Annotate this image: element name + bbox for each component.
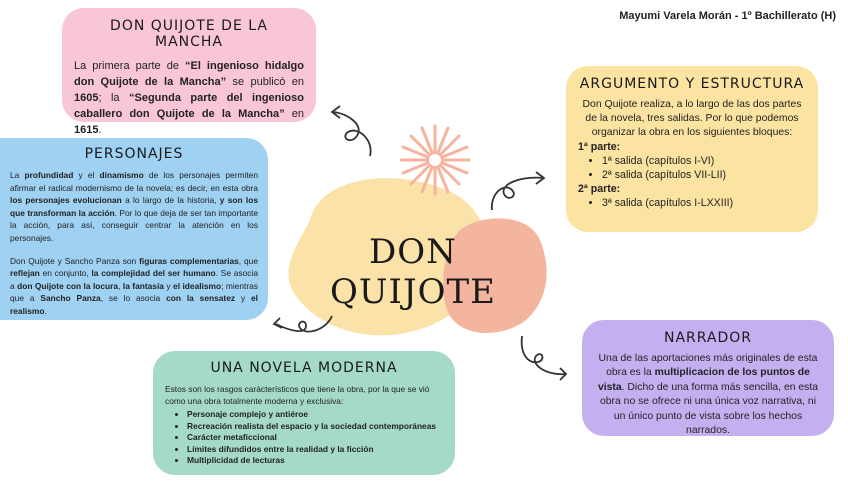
personajes-paragraph-2 xyxy=(10,255,258,318)
don-quijote-text xyxy=(74,58,304,138)
bold-text: multiplicacion de los puntos de vista xyxy=(597,367,810,393)
list-item: • Carácter metaficcional xyxy=(187,432,443,444)
bold-text: el idealismo xyxy=(173,280,222,291)
text: Don Quijote y Sancho Panza son xyxy=(10,255,140,266)
text: en conjunto, xyxy=(39,268,92,279)
author-credit: Mayumi Varela Morán - 1º Bachillerato (H) xyxy=(619,10,836,22)
part-2-label: 2ª parte: xyxy=(578,183,621,195)
text: . xyxy=(44,305,47,316)
center-title xyxy=(318,232,508,312)
bold-text: don Quijote con la locura xyxy=(17,280,119,291)
argumento-intro: Don Quijote realiza, a lo largo de las dos partes de la novela, tres salidas. Por lo que podemos organizar la obra en los siguientes bloques: xyxy=(582,99,802,138)
bold-text: con la sensatez xyxy=(166,293,236,304)
text: La xyxy=(10,170,25,180)
card-narrador xyxy=(582,320,834,436)
center-title-line1: DON xyxy=(369,232,457,272)
novela-intro: Estos son los rasgos carácterísticos que tiene la obra, por la que se vió como una obra totalmente moderna y exclusiva: xyxy=(165,384,430,406)
bold-text: reflejan xyxy=(10,268,40,279)
text: ; la xyxy=(98,92,129,104)
part-2-list xyxy=(578,196,806,210)
card-title-narrador: NARRADOR xyxy=(663,330,753,346)
book-title-2: “Segunda parte del ingenioso caballero don Quijote de la Mancha” xyxy=(74,92,304,120)
part-1-label: 1ª parte: xyxy=(578,141,621,153)
list-item: • Multiplicidad de lecturas xyxy=(187,455,443,467)
list-item: • 1ª salida (capítulos I-VI) xyxy=(602,154,806,168)
card-title-personajes: PERSONAJES xyxy=(84,146,184,162)
year-1: 1605 xyxy=(74,92,99,104)
text: . Dicho de una forma más sencilla, en esta obra no se ofrece ni una única voz narrativa, ni un único punto de vista sobre los hechos narrados. xyxy=(599,381,819,437)
bold-text: los personajes evolucionan xyxy=(10,195,122,206)
text: , xyxy=(118,280,123,291)
sun-icon xyxy=(395,120,475,200)
text: , se lo asocia xyxy=(100,293,167,304)
text: de los personajes permiten afirmar el radical modernismo de la novela; es decir, en esta obra xyxy=(10,170,258,193)
bold-text: la complejidad del ser humano xyxy=(91,268,216,279)
list-item: • Límites difundidos entre la realidad y la ficción xyxy=(187,444,443,456)
arrow-to-don-quijote-icon xyxy=(318,100,388,160)
bold-text: Sancho Panza xyxy=(40,293,101,304)
list-item: • Recreación realista del espacio y la sociedad contemporáneas xyxy=(187,421,443,433)
card-novela-moderna xyxy=(153,351,455,475)
bold-text: y son los que transforman la acción xyxy=(10,195,259,218)
arrow-to-narrador-icon xyxy=(516,332,574,386)
text: en xyxy=(284,108,305,120)
list-item: • 2ª salida (capítulos VII-LII) xyxy=(602,168,806,182)
card-title-don-quijote: DON QUIJOTE DE LA MANCHA xyxy=(110,18,268,50)
card-title-novela: UNA NOVELA MODERNA xyxy=(210,360,398,376)
text: y xyxy=(235,293,251,304)
bold-text: dinamismo xyxy=(99,170,144,180)
list-item: • Personaje complejo y antiéroe xyxy=(187,409,443,421)
text: se publicó en xyxy=(226,76,304,88)
text: a lo largo de la historia, xyxy=(121,195,220,206)
text: y el xyxy=(73,170,100,180)
text: ; mientras que a xyxy=(10,280,258,304)
center-title-line2: QUIJOTE xyxy=(330,272,496,312)
text: . Por lo que deja de ser tan importante la acción, para así, conseguir centrar la atención en los personajes. xyxy=(10,207,259,243)
arrow-to-argumento-icon xyxy=(484,164,554,214)
novela-list xyxy=(165,409,443,467)
text: y xyxy=(163,280,174,291)
arrow-to-novela-icon xyxy=(216,322,236,342)
card-don-quijote xyxy=(62,8,316,136)
narrador-text xyxy=(594,352,822,438)
text: . Se asocia a xyxy=(10,268,259,291)
text: . xyxy=(98,124,102,136)
bold-text: la fantasía xyxy=(122,280,164,291)
part-1-list xyxy=(578,154,806,182)
book-title-1: “El ingenioso hidalgo don Quijote de la Mancha” xyxy=(74,60,304,88)
year-2: 1615 xyxy=(74,124,99,136)
card-personajes xyxy=(0,138,268,320)
list-item: • 3ª salida (capítulos I-LXXIII) xyxy=(602,196,806,210)
card-title-argumento: ARGUMENTO Y ESTRUCTURA xyxy=(579,76,805,92)
card-argumento xyxy=(566,66,818,232)
bold-text: figuras complementarias xyxy=(139,255,239,266)
text: Una de las aportaciones más originales de esta obra es la xyxy=(598,353,818,379)
text: , que xyxy=(238,255,258,266)
personajes-paragraph-1 xyxy=(10,169,258,245)
arrow-to-personajes-icon xyxy=(266,306,338,346)
text: La primera parte de xyxy=(74,60,185,72)
bold-text: el realismo xyxy=(10,293,258,316)
bold-text: profundidad xyxy=(24,170,74,180)
